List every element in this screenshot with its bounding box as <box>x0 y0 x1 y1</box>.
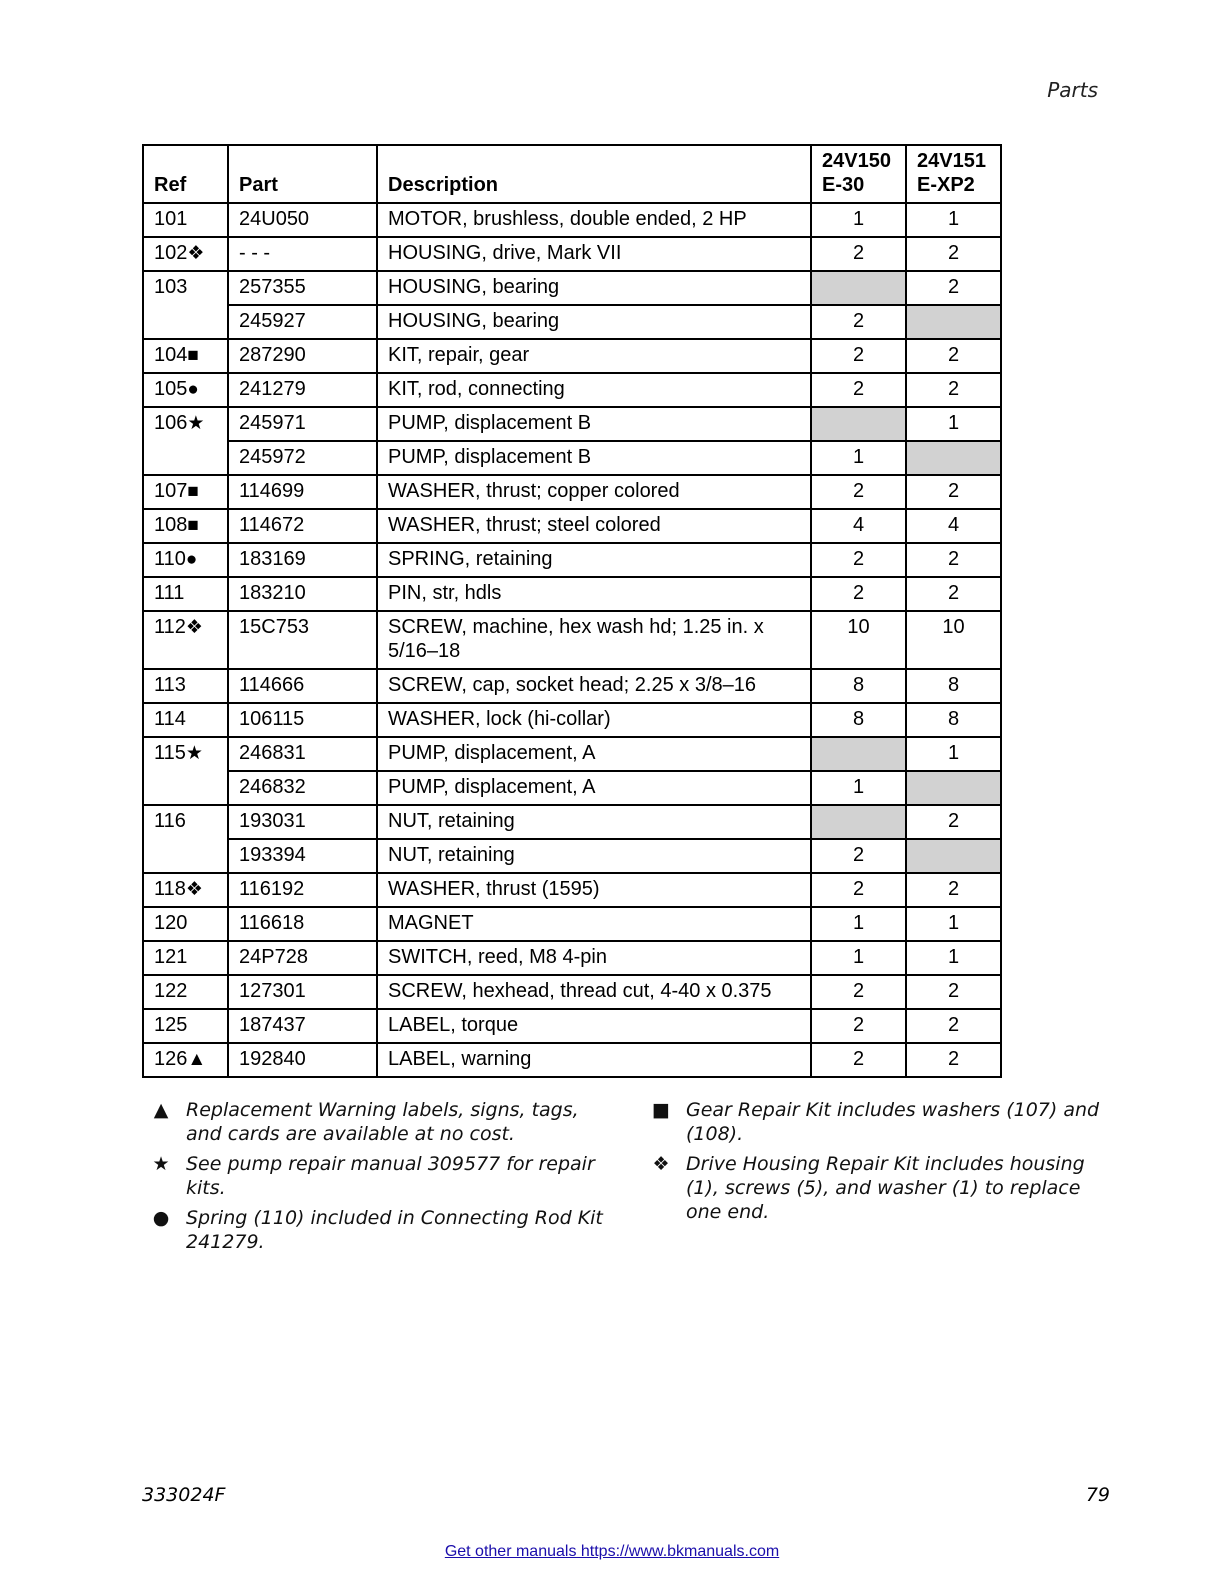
table-row <box>143 475 1001 509</box>
cell-description: PUMP, displacement B <box>377 441 811 475</box>
cell-ref <box>143 509 228 543</box>
footnote-symbol-icon: ❖ <box>652 1153 670 1175</box>
cell-qty-24v151: 2 <box>906 805 1001 839</box>
cell-ref <box>143 407 228 441</box>
footnote <box>150 1098 610 1146</box>
cell-qty-24v151: 1 <box>906 907 1001 941</box>
cell-part: 183169 <box>228 543 377 577</box>
table-row <box>143 373 1001 407</box>
table-row <box>143 203 1001 237</box>
cell-description: HOUSING, bearing <box>377 305 811 339</box>
cell-description: MAGNET <box>377 907 811 941</box>
table-row <box>143 771 1001 805</box>
table-row <box>143 407 1001 441</box>
ref-number: 112 <box>154 616 186 638</box>
cell-ref <box>143 873 228 907</box>
ref-number: 125 <box>154 1014 188 1036</box>
cell-part: 241279 <box>228 373 377 407</box>
cell-description: LABEL, warning <box>377 1043 811 1077</box>
cell-qty-24v150: 2 <box>811 577 906 611</box>
table-row <box>143 1009 1001 1043</box>
cell-qty-24v151 <box>906 771 1001 805</box>
ref-number: 121 <box>154 946 188 968</box>
ref-number: 104 <box>154 344 188 366</box>
table-row <box>143 703 1001 737</box>
cell-part: 24P728 <box>228 941 377 975</box>
footnote-symbol-icon: ■ <box>652 1099 670 1121</box>
cell-qty-24v150: 2 <box>811 373 906 407</box>
col-header-part: Part <box>228 145 377 203</box>
parts-table <box>142 144 1002 1078</box>
cell-qty-24v151: 4 <box>906 509 1001 543</box>
cell-part: 193031 <box>228 805 377 839</box>
cell-description: SWITCH, reed, M8 4-pin <box>377 941 811 975</box>
cell-ref <box>143 237 228 271</box>
ref-symbol: ★ <box>187 413 205 434</box>
cell-part: 116618 <box>228 907 377 941</box>
cell-ref <box>143 839 228 873</box>
cell-qty-24v150: 2 <box>811 543 906 577</box>
cell-description: SPRING, retaining <box>377 543 811 577</box>
table-row <box>143 907 1001 941</box>
ref-symbol: ❖ <box>187 243 205 264</box>
table-row <box>143 611 1001 669</box>
footnote <box>150 1152 610 1200</box>
cell-part: 183210 <box>228 577 377 611</box>
cell-description: PUMP, displacement, A <box>377 771 811 805</box>
cell-qty-24v150: 1 <box>811 203 906 237</box>
col-header-model-number: 24V151 <box>917 150 986 172</box>
cell-part: 116192 <box>228 873 377 907</box>
table-row <box>143 509 1001 543</box>
cell-ref <box>143 1009 228 1043</box>
footnote-text: Gear Repair Kit includes washers (107) and (108). <box>686 1099 1100 1145</box>
footnote-symbol-icon: ● <box>152 1207 170 1229</box>
cell-description: WASHER, lock (hi-collar) <box>377 703 811 737</box>
cell-ref <box>143 771 228 805</box>
table-row <box>143 669 1001 703</box>
cell-qty-24v151: 2 <box>906 339 1001 373</box>
cell-part: 127301 <box>228 975 377 1009</box>
footnote <box>650 1152 1110 1224</box>
cell-ref <box>143 941 228 975</box>
ref-symbol: ● <box>185 549 198 570</box>
footnote-symbol-icon: ▲ <box>153 1099 169 1121</box>
footnote-text: Spring (110) included in Connecting Rod Kit 241279. <box>186 1207 603 1253</box>
ref-number: 108 <box>154 514 188 536</box>
ref-number: 120 <box>154 912 188 934</box>
ref-number: 107 <box>154 480 188 502</box>
cell-part: 246832 <box>228 771 377 805</box>
cell-ref <box>143 1043 228 1077</box>
footnote-text: Replacement Warning labels, signs, tags, and cards are available at no cost. <box>186 1099 579 1145</box>
ref-number: 106 <box>154 412 188 434</box>
col-header-description: Description <box>377 145 811 203</box>
col-header-24v151 <box>906 145 1001 203</box>
cell-ref <box>143 203 228 237</box>
table-row <box>143 941 1001 975</box>
cell-qty-24v151: 2 <box>906 577 1001 611</box>
footnote-text: See pump repair manual 309577 for repair kits. <box>186 1153 595 1199</box>
table-row <box>143 441 1001 475</box>
notes-left <box>150 1098 610 1260</box>
cell-description: WASHER, thrust; copper colored <box>377 475 811 509</box>
cell-qty-24v150: 4 <box>811 509 906 543</box>
ref-symbol: ❖ <box>185 617 203 638</box>
cell-part: 192840 <box>228 1043 377 1077</box>
cell-qty-24v151: 1 <box>906 203 1001 237</box>
cell-description: WASHER, thrust; steel colored <box>377 509 811 543</box>
ref-number: 126 <box>154 1048 188 1070</box>
cell-qty-24v151: 8 <box>906 669 1001 703</box>
cell-qty-24v150: 2 <box>811 237 906 271</box>
cell-qty-24v151: 1 <box>906 737 1001 771</box>
ref-number: 111 <box>154 582 185 604</box>
cell-qty-24v151: 2 <box>906 237 1001 271</box>
manuals-link[interactable]: Get other manuals https://www.bkmanuals.com <box>444 1543 780 1560</box>
cell-qty-24v151: 2 <box>906 373 1001 407</box>
cell-part: 114699 <box>228 475 377 509</box>
cell-part: 245972 <box>228 441 377 475</box>
cell-part: 15C753 <box>228 611 377 669</box>
cell-qty-24v151: 1 <box>906 407 1001 441</box>
cell-qty-24v150: 2 <box>811 305 906 339</box>
cell-ref <box>143 703 228 737</box>
table-row <box>143 873 1001 907</box>
cell-description: WASHER, thrust (1595) <box>377 873 811 907</box>
ref-number: 114 <box>154 708 186 730</box>
cell-qty-24v151: 8 <box>906 703 1001 737</box>
cell-part: 287290 <box>228 339 377 373</box>
cell-ref <box>143 907 228 941</box>
cell-qty-24v150: 2 <box>811 475 906 509</box>
footer-link-container <box>0 1543 1224 1561</box>
table-row <box>143 577 1001 611</box>
cell-part: 246831 <box>228 737 377 771</box>
cell-qty-24v150: 2 <box>811 839 906 873</box>
cell-part: 24U050 <box>228 203 377 237</box>
cell-description: LABEL, torque <box>377 1009 811 1043</box>
ref-number: 105 <box>154 378 188 400</box>
cell-part: 257355 <box>228 271 377 305</box>
document-number: 333024F <box>142 1484 226 1506</box>
cell-qty-24v150: 8 <box>811 669 906 703</box>
cell-qty-24v151: 2 <box>906 1009 1001 1043</box>
cell-qty-24v151: 2 <box>906 873 1001 907</box>
cell-qty-24v150: 2 <box>811 975 906 1009</box>
ref-symbol: ❖ <box>185 879 203 900</box>
page-number: 79 <box>1085 1484 1110 1506</box>
cell-part: 114666 <box>228 669 377 703</box>
cell-description: SCREW, cap, socket head; 2.25 x 3/8–16 <box>377 669 811 703</box>
cell-ref <box>143 441 228 475</box>
ref-symbol: ■ <box>187 481 199 502</box>
cell-qty-24v150: 8 <box>811 703 906 737</box>
cell-qty-24v150: 1 <box>811 907 906 941</box>
cell-qty-24v150 <box>811 271 906 305</box>
cell-qty-24v150 <box>811 737 906 771</box>
cell-description: HOUSING, drive, Mark VII <box>377 237 811 271</box>
cell-qty-24v150: 1 <box>811 941 906 975</box>
cell-ref <box>143 373 228 407</box>
cell-ref <box>143 543 228 577</box>
cell-part: 106115 <box>228 703 377 737</box>
cell-description: SCREW, hexhead, thread cut, 4-40 x 0.375 <box>377 975 811 1009</box>
ref-number: 102 <box>154 242 188 264</box>
cell-qty-24v150: 2 <box>811 873 906 907</box>
cell-qty-24v151: 2 <box>906 543 1001 577</box>
cell-qty-24v150: 10 <box>811 611 906 669</box>
ref-symbol: ● <box>187 379 199 400</box>
ref-symbol: ■ <box>187 515 199 536</box>
cell-qty-24v150 <box>811 407 906 441</box>
cell-ref <box>143 611 228 669</box>
cell-qty-24v150 <box>811 805 906 839</box>
col-header-model-number: 24V150 <box>822 150 891 172</box>
cell-ref <box>143 577 228 611</box>
cell-part: 114672 <box>228 509 377 543</box>
ref-number: 101 <box>154 208 188 230</box>
col-header-model-name: E-XP2 <box>917 174 975 196</box>
ref-number: 113 <box>154 674 186 696</box>
col-header-24v150 <box>811 145 906 203</box>
notes-right <box>650 1098 1110 1230</box>
cell-part: 193394 <box>228 839 377 873</box>
ref-number: 116 <box>154 810 186 832</box>
cell-description: SCREW, machine, hex wash hd; 1.25 in. x 5/16–18 <box>377 611 811 669</box>
cell-qty-24v151: 2 <box>906 1043 1001 1077</box>
cell-description: NUT, retaining <box>377 839 811 873</box>
cell-qty-24v150: 2 <box>811 1043 906 1077</box>
cell-qty-24v151: 2 <box>906 475 1001 509</box>
ref-number: 118 <box>154 878 186 900</box>
cell-qty-24v150: 2 <box>811 339 906 373</box>
cell-description: NUT, retaining <box>377 805 811 839</box>
ref-number: 103 <box>154 276 188 298</box>
cell-description: MOTOR, brushless, double ended, 2 HP <box>377 203 811 237</box>
cell-description: KIT, repair, gear <box>377 339 811 373</box>
cell-qty-24v151: 2 <box>906 975 1001 1009</box>
ref-number: 115 <box>154 742 186 764</box>
footnote <box>650 1098 1110 1146</box>
cell-qty-24v150: 1 <box>811 771 906 805</box>
table-row <box>143 237 1001 271</box>
cell-qty-24v150: 1 <box>811 441 906 475</box>
footnote-symbol-icon: ★ <box>152 1153 170 1175</box>
cell-description: HOUSING, bearing <box>377 271 811 305</box>
cell-ref <box>143 669 228 703</box>
col-header-ref: Ref <box>143 145 228 203</box>
cell-qty-24v151: 10 <box>906 611 1001 669</box>
cell-ref <box>143 975 228 1009</box>
col-header-model-name: E-30 <box>822 174 865 196</box>
cell-qty-24v151 <box>906 305 1001 339</box>
cell-qty-24v151: 1 <box>906 941 1001 975</box>
cell-part: 187437 <box>228 1009 377 1043</box>
cell-part: 245971 <box>228 407 377 441</box>
table-row <box>143 975 1001 1009</box>
table-row <box>143 271 1001 305</box>
table-row <box>143 805 1001 839</box>
table-row <box>143 543 1001 577</box>
cell-ref <box>143 475 228 509</box>
ref-symbol: ▲ <box>187 1049 207 1070</box>
cell-ref <box>143 271 228 305</box>
cell-qty-24v150: 2 <box>811 1009 906 1043</box>
section-title: Parts <box>1047 78 1098 102</box>
cell-ref <box>143 339 228 373</box>
ref-symbol: ★ <box>185 743 203 764</box>
cell-ref <box>143 805 228 839</box>
table-header-row <box>143 145 1001 203</box>
cell-description: KIT, rod, connecting <box>377 373 811 407</box>
table-row <box>143 305 1001 339</box>
cell-part: - - - <box>228 237 377 271</box>
table-row <box>143 839 1001 873</box>
table-row <box>143 1043 1001 1077</box>
ref-number: 122 <box>154 980 188 1002</box>
cell-description: PUMP, displacement, A <box>377 737 811 771</box>
cell-qty-24v151: 2 <box>906 271 1001 305</box>
cell-qty-24v151 <box>906 839 1001 873</box>
table-row <box>143 737 1001 771</box>
cell-description: PUMP, displacement B <box>377 407 811 441</box>
cell-part: 245927 <box>228 305 377 339</box>
cell-description: PIN, str, hdls <box>377 577 811 611</box>
cell-qty-24v151 <box>906 441 1001 475</box>
ref-symbol: ■ <box>187 345 199 366</box>
table-row <box>143 339 1001 373</box>
cell-ref <box>143 305 228 339</box>
footnote-text: Drive Housing Repair Kit includes housing (1), screws (5), and washer (1) to replace one end. <box>686 1153 1085 1223</box>
footnote <box>150 1206 610 1254</box>
ref-number: 110 <box>154 548 186 570</box>
cell-ref <box>143 737 228 771</box>
